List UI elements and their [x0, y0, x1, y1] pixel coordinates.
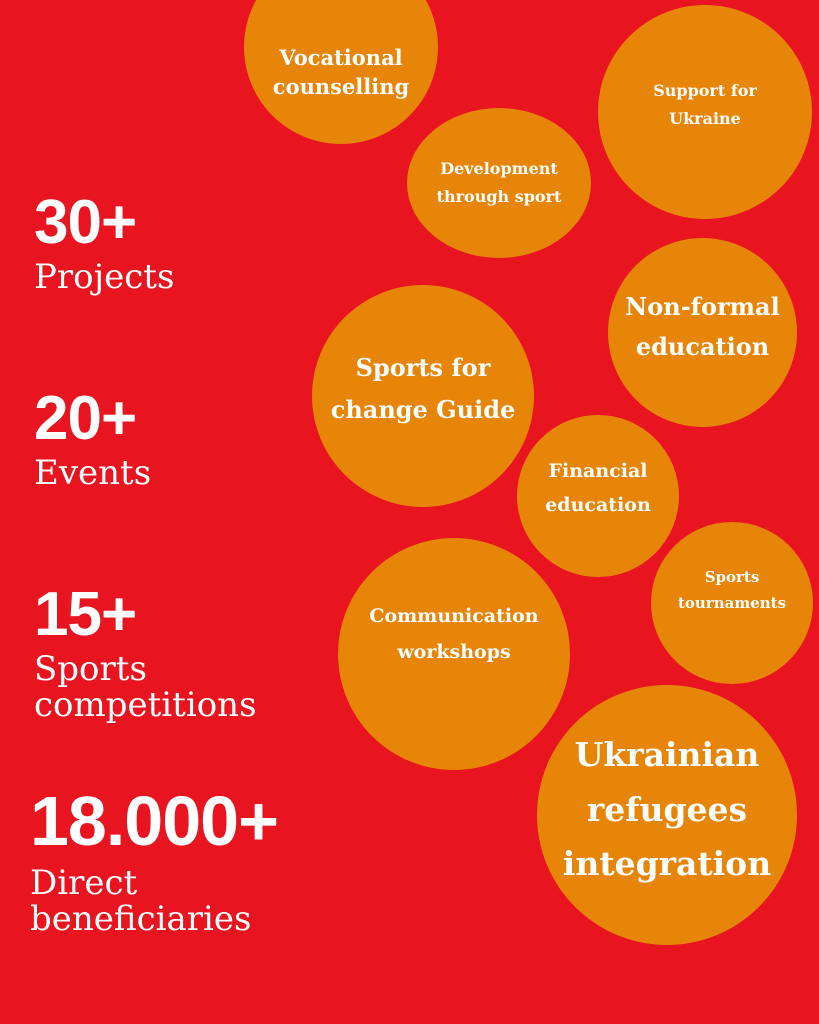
stat-label: Projects	[34, 257, 175, 297]
stat-number: 20+	[34, 384, 137, 453]
bubble-label: Vocational counselling	[272, 44, 410, 99]
bubble-label: Sports for change Guide	[330, 353, 516, 424]
stat-projects	[34, 188, 284, 297]
stat-label: Sports competitions	[34, 649, 257, 725]
bubble-label: Financial education	[545, 459, 651, 516]
bubble-label: Non-formal education	[625, 291, 780, 361]
bubble-non-formal-education	[608, 238, 797, 427]
bubble-label: Support for Ukraine	[653, 81, 757, 128]
stat-number: 18.000+	[30, 782, 278, 860]
stat-label: Events	[34, 453, 152, 493]
bubble-communication-workshops	[338, 538, 570, 770]
bubble-label: Ukrainian refugees integration	[562, 735, 772, 884]
bubble-development-through-sport	[407, 108, 591, 258]
stat-number: 15+	[34, 580, 137, 649]
bubble-sports-for-change-guide	[312, 285, 534, 507]
bubble-ukrainian-refugees-integration	[537, 685, 797, 945]
bubble-label: Communication workshops	[369, 604, 539, 663]
bubble-vocational-counselling	[244, 0, 438, 144]
bubble-label: Sports tournaments	[677, 567, 787, 612]
stat-number: 30+	[34, 188, 137, 257]
bubble-financial-education	[517, 415, 679, 577]
stat-direct-beneficiaries	[30, 782, 320, 939]
stat-sports-competitions	[34, 580, 309, 725]
bubble-sports-tournaments	[651, 522, 813, 684]
stat-label: Direct beneficiaries	[30, 863, 252, 939]
stat-events	[34, 384, 284, 493]
bubble-label: Development through sport	[436, 159, 562, 206]
bubble-support-for-ukraine	[598, 5, 812, 219]
